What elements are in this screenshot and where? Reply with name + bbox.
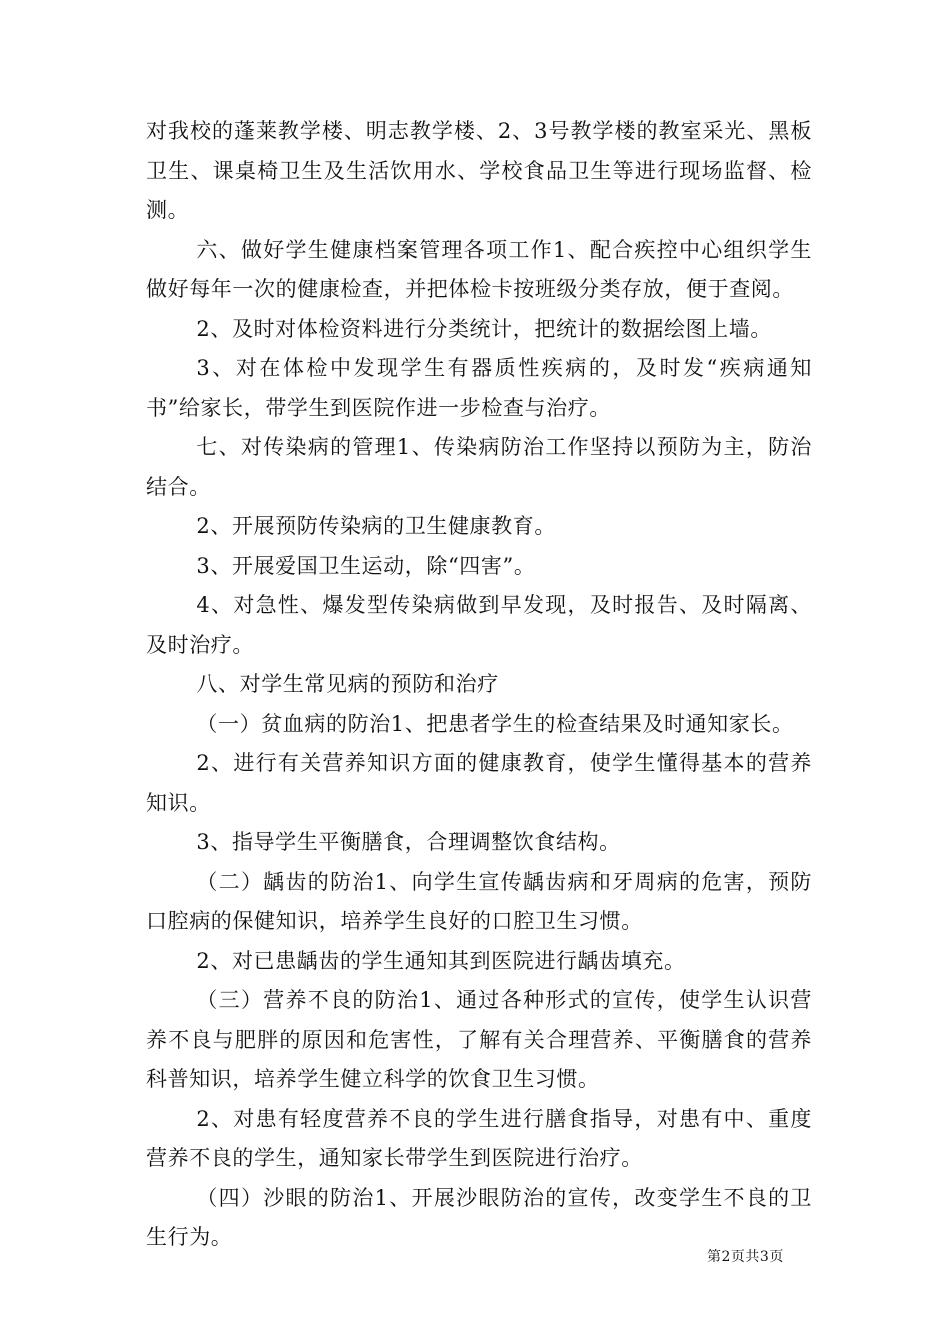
paragraph-14: 2、对已患龋齿的学生通知其到医院进行龋齿填充。 [196, 948, 686, 973]
paragraph-11: 2、进行有关营养知识方面的健康教育，使学生懂得基本的营养知识。 [146, 751, 812, 815]
page-number-footer: 第2页共3页 [707, 1249, 784, 1265]
paragraph-10: （一）贫血病的防治1、把患者学生的检查结果及时通知家长。 [196, 711, 794, 736]
paragraph-5: 七、对传染病的管理1、传染病防治工作坚持以预防为主，防治结合。 [146, 435, 812, 499]
paragraph-15: （三）营养不良的防治1、通过各种形式的宣传，使学生认识营养不良与肥胖的原因和危害性，了解有关合理营养、平衡膳食的营养科普知识，培养学生健立科学的饮食卫生习惯。 [146, 988, 812, 1091]
paragraph-4: 3、对在体检中发现学生有器质性疾病的，及时发“疾病通知书”给家长，带学生到医院作进一步检查与治疗。 [146, 356, 812, 420]
paragraph-8: 4、对急性、爆发型传染病做到早发现，及时报告、及时隔离、及时治疗。 [146, 593, 812, 657]
paragraph-17: （四）沙眼的防治1、开展沙眼防治的宣传，改变学生不良的卫生行为。 [146, 1185, 812, 1249]
paragraph-9: 八、对学生常见病的预防和治疗 [196, 672, 499, 696]
paragraph-3: 2、及时对体检资料进行分类统计，把统计的数据绘图上墙。 [196, 316, 772, 341]
paragraph-2: 六、做好学生健康档案管理各项工作1、配合疾控中心组织学生做好每年一次的健康检查，并把体检卡按班级分类存放，便于查阅。 [146, 237, 812, 301]
paragraph-7: 3、开展爱国卫生运动，除“四害”。 [196, 553, 536, 578]
paragraph-6: 2、开展预防传染病的卫生健康教育。 [196, 514, 556, 538]
document-body [146, 112, 812, 1258]
paragraph-12: 3、指导学生平衡膳食，合理调整饮食结构。 [196, 830, 621, 854]
paragraph-16: 2、对患有轻度营养不良的学生进行膳食指导，对患有中、重度营养不良的学生，通知家长带学生到医院进行治疗。 [146, 1106, 812, 1170]
paragraph-13: （二）龋齿的防治1、向学生宣传龋齿病和牙周病的危害，预防口腔病的保健知识，培养学生良好的口腔卫生习惯。 [146, 869, 812, 933]
paragraph-1: 对我校的蓬莱教学楼、明志教学楼、2、3号教学楼的教室采光、黑板卫生、课桌椅卫生及生活饮用水、学校食品卫生等进行现场监督、检测。 [146, 119, 812, 222]
